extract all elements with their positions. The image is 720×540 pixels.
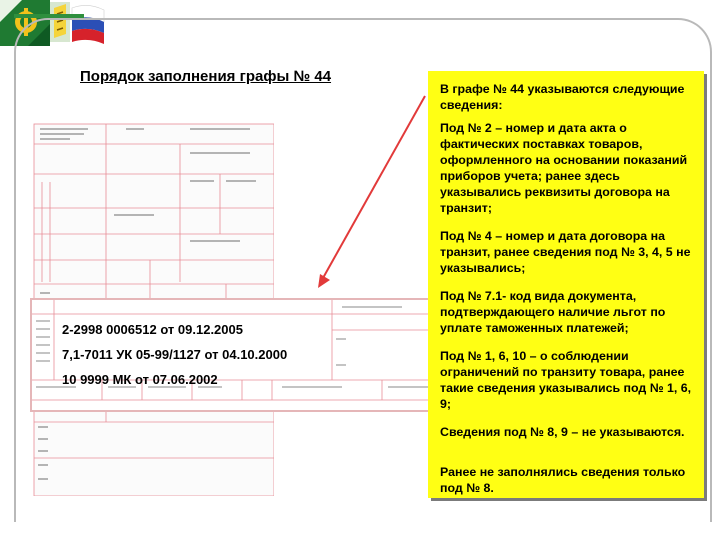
panel-paragraph: В графе № 44 указываются следующие сведения: [440, 82, 685, 112]
panel-paragraph: Под № 2 – номер и дата акта о фактических поставках товаров, оформленного на основании показаний приборов учета; ранее здесь указывались реквизиты договора на транзит; [440, 121, 688, 215]
graph-44-excerpt [30, 298, 442, 412]
panel-paragraph: Ранее не заполнялись сведения только под № 8. [440, 465, 686, 495]
graph-44-entry: 7,1-7011 УК 05-99/1127 от 04.10.2000 [62, 347, 288, 362]
graph-44-entry: 2-2998 0006512 от 09.12.2005 [62, 322, 243, 337]
explanation-panel [428, 71, 704, 498]
panel-paragraph: Под № 7.1- код вида документа, подтверждающего наличие льгот по уплате таможенных платежей; [440, 289, 666, 335]
graph-44-entry: 10 9999 МК от 07.06.2002 [62, 372, 218, 387]
frame-accent [14, 14, 84, 22]
panel-paragraph: Сведения под № 8, 9 – не указываются. [440, 425, 685, 439]
panel-paragraph: Под № 4 – номер и дата договора на транзит, ранее сведения под № 3, 4, 5 не указывались; [440, 229, 691, 275]
page-title: Порядок заполнения графы № 44 [80, 68, 332, 85]
panel-paragraph: Под № 1, 6, 10 – о соблюдении ограничений по транзиту товара, ранее такие сведения указывались под № 1, 6, 9; [440, 349, 692, 411]
